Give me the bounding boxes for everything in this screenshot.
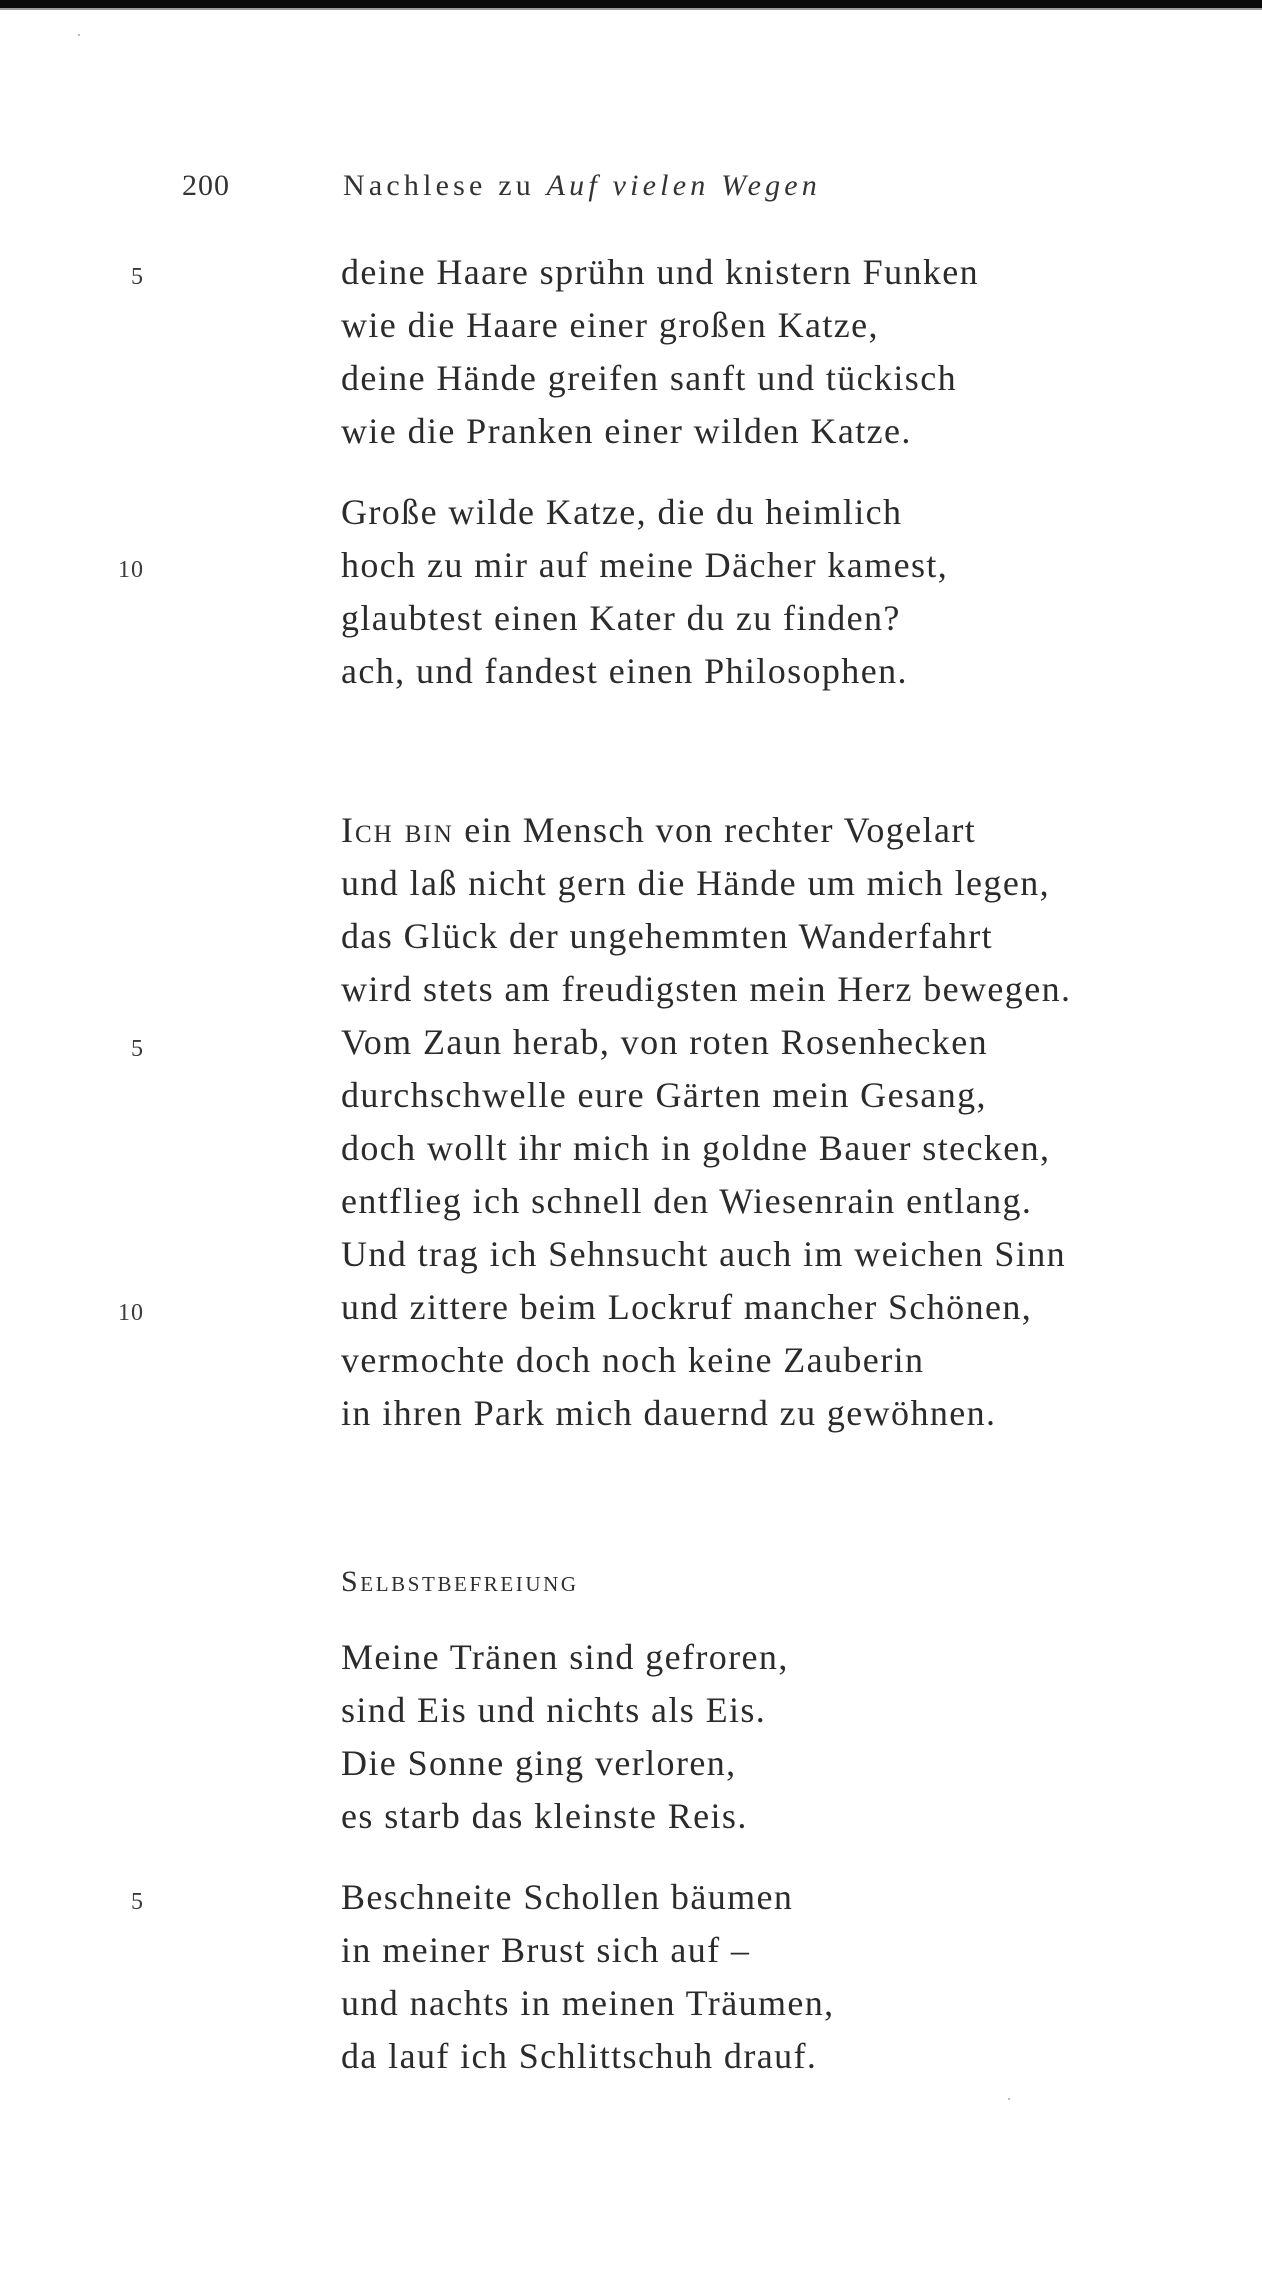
verse-line: deine Hände greifen sanft und tückisch bbox=[341, 358, 957, 398]
first-line-rest: ein Mensch von rechter Vogelart bbox=[464, 810, 977, 850]
verse-line: Meine Tränen sind gefroren, bbox=[341, 1637, 789, 1677]
line-number: 10 bbox=[118, 1300, 144, 1326]
verse-line: deine Haare sprühn und knistern Funken bbox=[341, 252, 980, 292]
verse-line: durchschwelle eure Gärten mein Gesang, bbox=[341, 1075, 987, 1115]
scan-speck bbox=[78, 34, 80, 36]
verse-line: es starb das kleinste Reis. bbox=[341, 1796, 748, 1836]
line-number: 10 bbox=[118, 557, 144, 583]
verse-line: vermochte doch noch keine Zauberin bbox=[341, 1340, 925, 1380]
running-head-book-title: Auf vielen Wegen bbox=[546, 169, 821, 202]
scan-top-edge bbox=[0, 0, 1262, 10]
line-number: 5 bbox=[131, 264, 144, 290]
verse-line: ach, und fandest einen Philosophen. bbox=[341, 651, 908, 691]
verse-line: in meiner Brust sich auf – bbox=[341, 1930, 751, 1970]
opening-small-caps: Ich bin bbox=[341, 810, 454, 850]
verse-line: Und trag ich Sehnsucht auch im weichen Sinn bbox=[341, 1234, 1067, 1274]
verse-line: sind Eis und nichts als Eis. bbox=[341, 1690, 767, 1730]
verse-line: Große wilde Katze, die du heimlich bbox=[341, 492, 903, 532]
verse-line: wie die Haare einer großen Katze, bbox=[341, 305, 879, 345]
verse-line: da lauf ich Schlittschuh drauf. bbox=[341, 2036, 818, 2076]
scan-speck bbox=[1008, 2098, 1010, 2100]
verse-line: entflieg ich schnell den Wiesenrain entlang. bbox=[341, 1181, 1033, 1221]
verse-line bbox=[341, 804, 1071, 857]
poem3-stanza-1 bbox=[341, 1631, 789, 1843]
line-number: 5 bbox=[131, 1889, 144, 1915]
verse-line: in ihren Park mich dauernd zu gewöhnen. bbox=[341, 1393, 997, 1433]
poem3-stanza-2 bbox=[341, 1871, 835, 2083]
page-number: 200 bbox=[182, 169, 230, 202]
line-number: 5 bbox=[131, 1036, 144, 1062]
verse-line: und laß nicht gern die Hände um mich legen, bbox=[341, 863, 1051, 903]
verse-line: Die Sonne ging verloren, bbox=[341, 1743, 737, 1783]
running-head-prefix: Nachlese zu bbox=[343, 169, 535, 202]
verse-line: doch wollt ihr mich in goldne Bauer stecken, bbox=[341, 1128, 1051, 1168]
verse-line: und nachts in meinen Träumen, bbox=[341, 1983, 835, 2023]
verse-line: Beschneite Schollen bäumen bbox=[341, 1877, 794, 1917]
poem-title: Selbstbefreiung bbox=[341, 1565, 579, 1598]
verse-line: wird stets am freudigsten mein Herz bewegen. bbox=[341, 969, 1072, 1009]
poem2 bbox=[341, 804, 1071, 1440]
poem1-stanza-1 bbox=[341, 246, 979, 458]
verse-line: und zittere beim Lockruf mancher Schönen, bbox=[341, 1287, 1033, 1327]
verse-line: wie die Pranken einer wilden Katze. bbox=[341, 411, 912, 451]
verse-line: Vom Zaun herab, von roten Rosenhecken bbox=[341, 1022, 988, 1062]
verse-line: hoch zu mir auf meine Dächer kamest, bbox=[341, 545, 949, 585]
verse-line: glaubtest einen Kater du zu finden? bbox=[341, 598, 901, 638]
poem1-stanza-2 bbox=[341, 486, 948, 698]
verse-line: das Glück der ungehemmten Wanderfahrt bbox=[341, 916, 994, 956]
running-head bbox=[343, 166, 821, 206]
